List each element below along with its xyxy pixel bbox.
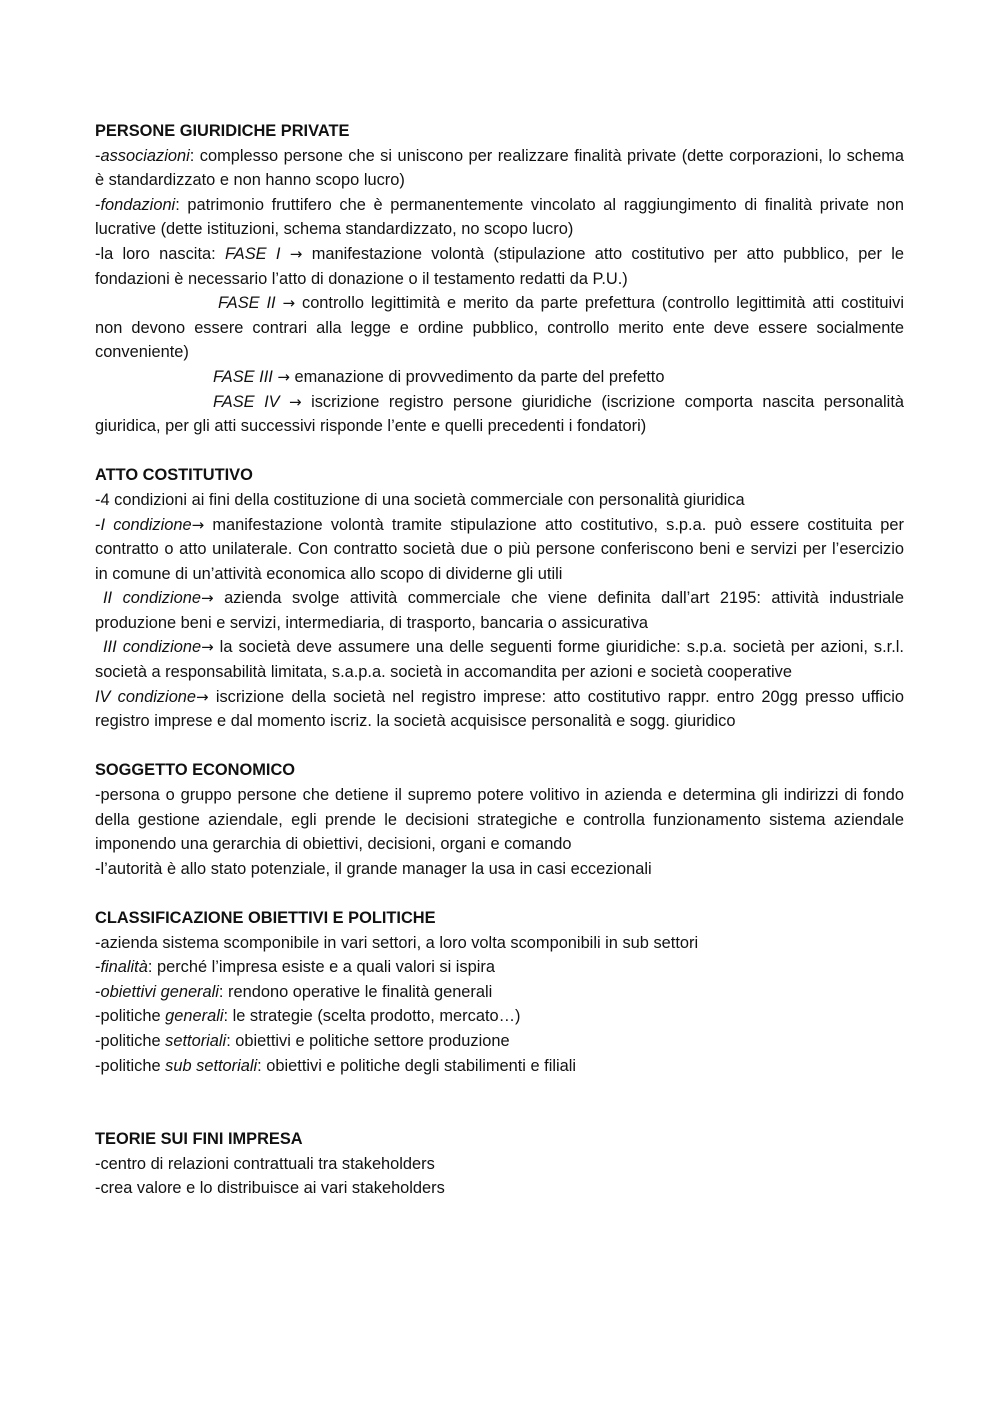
paragraph-persona: -persona o gruppo persone che detiene il supremo potere volitivo in azienda e determina gli indirizzi di fondo della gestione aziendale, egli prende le decisioni strategiche e controlla funzionamento sistema aziendale imponendo una gerarchia di obiettivi, decisioni, organi e comando [95, 786, 904, 854]
right-arrow-icon: → [201, 638, 214, 657]
section-title: TEORIE SUI FINI IMPRESA [95, 1130, 303, 1149]
section-title: PERSONE GIURIDICHE PRIVATE [95, 122, 350, 140]
paragraph-associazioni: -associazioni: complesso persone che si uniscono per realizzare finalità private (dette corporazioni, lo schema è standardizzato e non hanno scopo lucro) [95, 146, 904, 190]
section-teorie [95, 1127, 904, 1201]
list-item: -centro di relazioni contrattuali tra stakeholders [95, 1154, 435, 1173]
document-page [95, 119, 904, 1201]
paragraph-condizione-3: III condizione→ la società deve assumere una delle seguenti forme giuridiche: s.p.a. società per azioni, s.r.l. società a responsabilità limitata, s.a.p.a. società in accomandita per azioni e società cooperative [95, 638, 904, 682]
right-arrow-icon: → [289, 244, 303, 263]
paragraph-condizione-2: II condizione→ azienda svolge attività commerciale che viene definita dall’art 2195: attività industriale produzione beni e servizi, intermediaria, di trasporto, bancaria o assicurativa [95, 589, 904, 632]
right-arrow-icon: → [196, 687, 209, 706]
paragraph-condizione-1: -I condizione→ manifestazione volontà tramite stipulazione atto costitutivo, s.p.a. può essere costituita per contratto o atto unilaterale. Con contratto società due o più persone conferiscono beni e servizi per l’esercizio in comune di un’attività economica allo scopo di dividerne gli utili [95, 515, 904, 583]
list-item: -obiettivi generali: rendono operative le finalità generali [95, 982, 493, 1001]
paragraph-fondazioni: -fondazioni: patrimonio fruttifero che è permanentemente vincolato al raggiungimento di finalità private non lucrative (dette istituzioni, schema standardizzato, no scopo lucro) [95, 195, 904, 239]
spacer [95, 734, 904, 759]
list-item: -politiche sub settoriali: obiettivi e politiche degli stabilimenti e filiali [95, 1056, 577, 1075]
paragraph-autorita: -l’autorità è allo stato potenziale, il grande manager la usa in casi eccezionali [95, 859, 652, 878]
section-title: SOGGETTO ECONOMICO [95, 761, 296, 780]
section-classificazione [95, 906, 904, 1078]
right-arrow-icon: → [191, 515, 205, 534]
list-item: -crea valore e lo distribuisce ai vari stakeholders [95, 1179, 445, 1198]
paragraph-condizioni: -4 condizioni ai fini della costituzione di una società commerciale con personalità giuridica [95, 490, 745, 509]
paragraph-fase-2: FASE II → controllo legittimità e merito da parte prefettura (controllo legittimità atti costituivi non devono essere contrari alla legge e ordine pubblico, controllo merito ente deve essere socialmente conveniente) [95, 294, 904, 362]
spacer [95, 439, 904, 464]
paragraph-fase-3: FASE III → emanazione di provvedimento da parte del prefetto [213, 367, 665, 386]
right-arrow-icon: → [277, 367, 290, 386]
paragraph-fase-4: FASE IV → iscrizione registro persone giuridiche (iscrizione comporta nascita personalità giuridica, per gli atti successivi risponde l’ente e quelli precedenti i fondatori) [95, 392, 904, 436]
list-item: -finalità: perché l’impresa esiste e a quali valori si ispira [95, 958, 495, 977]
right-arrow-icon: → [200, 589, 214, 608]
list-item: -politiche generali: le strategie (scelta prodotto, mercato…) [95, 1007, 521, 1026]
right-arrow-icon: → [289, 392, 302, 411]
list-item: -azienda sistema scomponibile in vari settori, a loro volta scomponibili in sub settori [95, 933, 699, 952]
spacer [95, 1078, 904, 1127]
section-title: ATTO COSTITUTIVO [95, 466, 253, 485]
list-item: -politiche settoriali: obiettivi e politiche settore produzione [95, 1031, 510, 1050]
spacer [95, 881, 904, 906]
section-soggetto-economico [95, 758, 904, 881]
paragraph-condizione-4: IV condizione→ iscrizione della società nel registro imprese: atto costitutivo rappr. entro 20gg presso ufficio registro imprese e dal momento iscriz. la società acquisisce personalità e sogg. giuridico [95, 687, 904, 731]
section-title: CLASSIFICAZIONE OBIETTIVI E POLITICHE [95, 909, 436, 927]
right-arrow-icon: → [282, 294, 296, 313]
paragraph-fase-1: -la loro nascita: FASE I → manifestazione volontà (stipulazione atto costitutivo per atto pubblico, per le fondazioni è necessario l’atto di donazione o il testamento redatti da P.U.) [95, 244, 904, 288]
section-persone-giuridiche [95, 119, 904, 439]
section-atto-costitutivo [95, 463, 904, 734]
